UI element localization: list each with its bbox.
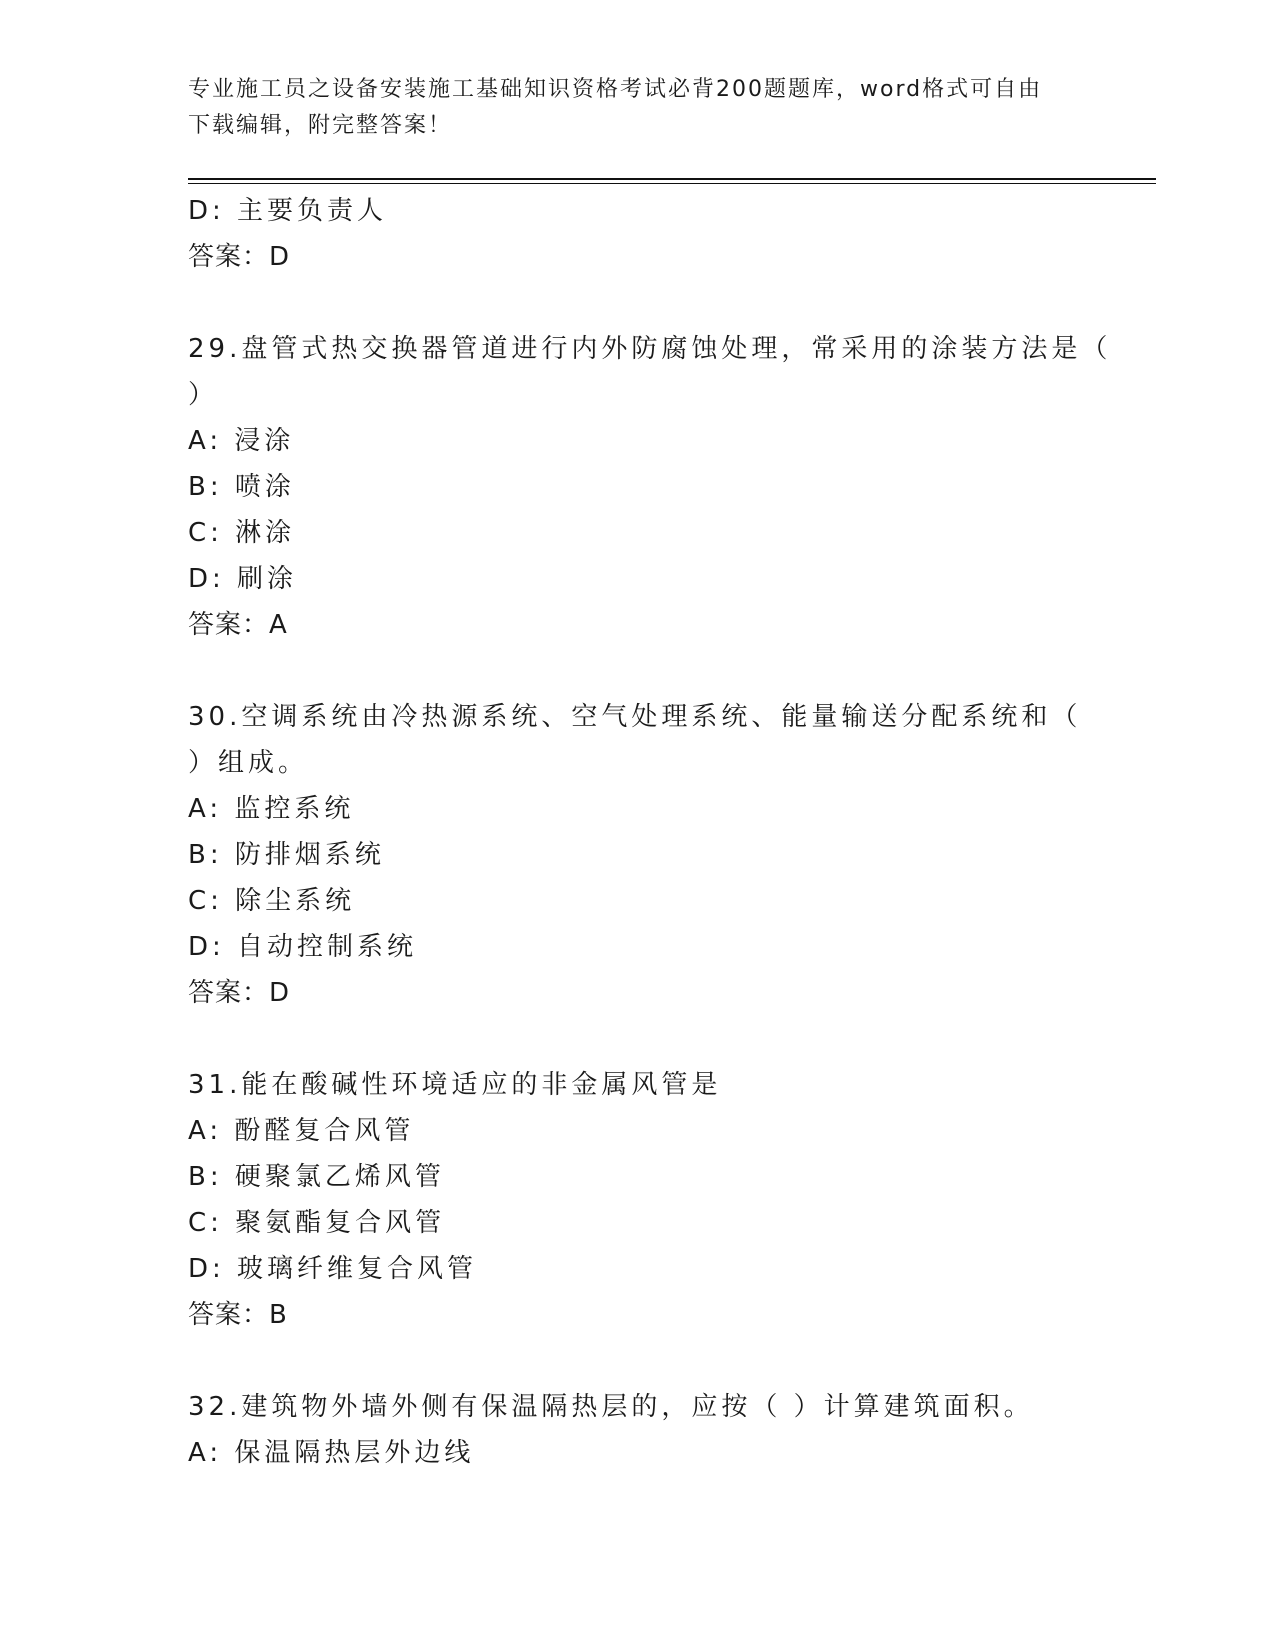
option-c: C: 除尘系统: [188, 886, 356, 916]
question-text: 29.盘管式热交换器管道进行内外防腐蚀处理，常采用的涂装方法是（: [188, 334, 1112, 364]
question-text: 30.空调系统由冷热源系统、空气处理系统、能量输送分配系统和（: [188, 702, 1082, 732]
option-a: A: 保温隔热层外边线: [188, 1438, 475, 1468]
question-32: [188, 1384, 1088, 1476]
option-a: A: 酚醛复合风管: [188, 1116, 415, 1146]
option-a: A: 浸涂: [188, 426, 295, 456]
option-d: D: 自动控制系统: [188, 932, 418, 962]
option-b: B: 喷涂: [188, 472, 295, 502]
question-text: 31.能在酸碱性环境适应的非金属风管是: [188, 1070, 722, 1100]
question-30: [188, 694, 1088, 1016]
answer-line: 答案：B: [188, 1300, 288, 1330]
question-list: [188, 188, 1112, 1476]
header-divider-thick: [188, 178, 1156, 180]
question-text: 32.建筑物外墙外侧有保温隔热层的，应按（ ）计算建筑面积。: [188, 1392, 1034, 1422]
option-d: D: 主要负责人: [188, 196, 388, 226]
question-29: [188, 326, 1112, 648]
option-d: D: 玻璃纤维复合风管: [188, 1254, 478, 1284]
answer-line: 答案：A: [188, 610, 288, 640]
header-title-line-1: 专业施工员之设备安装施工基础知识资格考试必背200题题库，word格式可自由: [188, 77, 1043, 102]
question-text-continued: ）组成。: [188, 748, 309, 778]
answer-line: 答案：D: [188, 978, 291, 1008]
answer-line: 答案：D: [188, 242, 291, 272]
option-c: C: 淋涂: [188, 518, 296, 548]
question-31: [188, 1062, 1088, 1338]
option-d: D: 刷涂: [188, 564, 298, 594]
option-b: B: 硬聚氯乙烯风管: [188, 1162, 445, 1192]
option-b: B: 防排烟系统: [188, 840, 385, 870]
document-header: [188, 72, 1078, 144]
header-title-line-2: 下载编辑，附完整答案！: [188, 113, 453, 138]
option-c: C: 聚氨酯复合风管: [188, 1208, 446, 1238]
question-text-continued: ）: [188, 380, 219, 410]
header-divider-thin: [188, 183, 1156, 184]
option-a: A: 监控系统: [188, 794, 355, 824]
